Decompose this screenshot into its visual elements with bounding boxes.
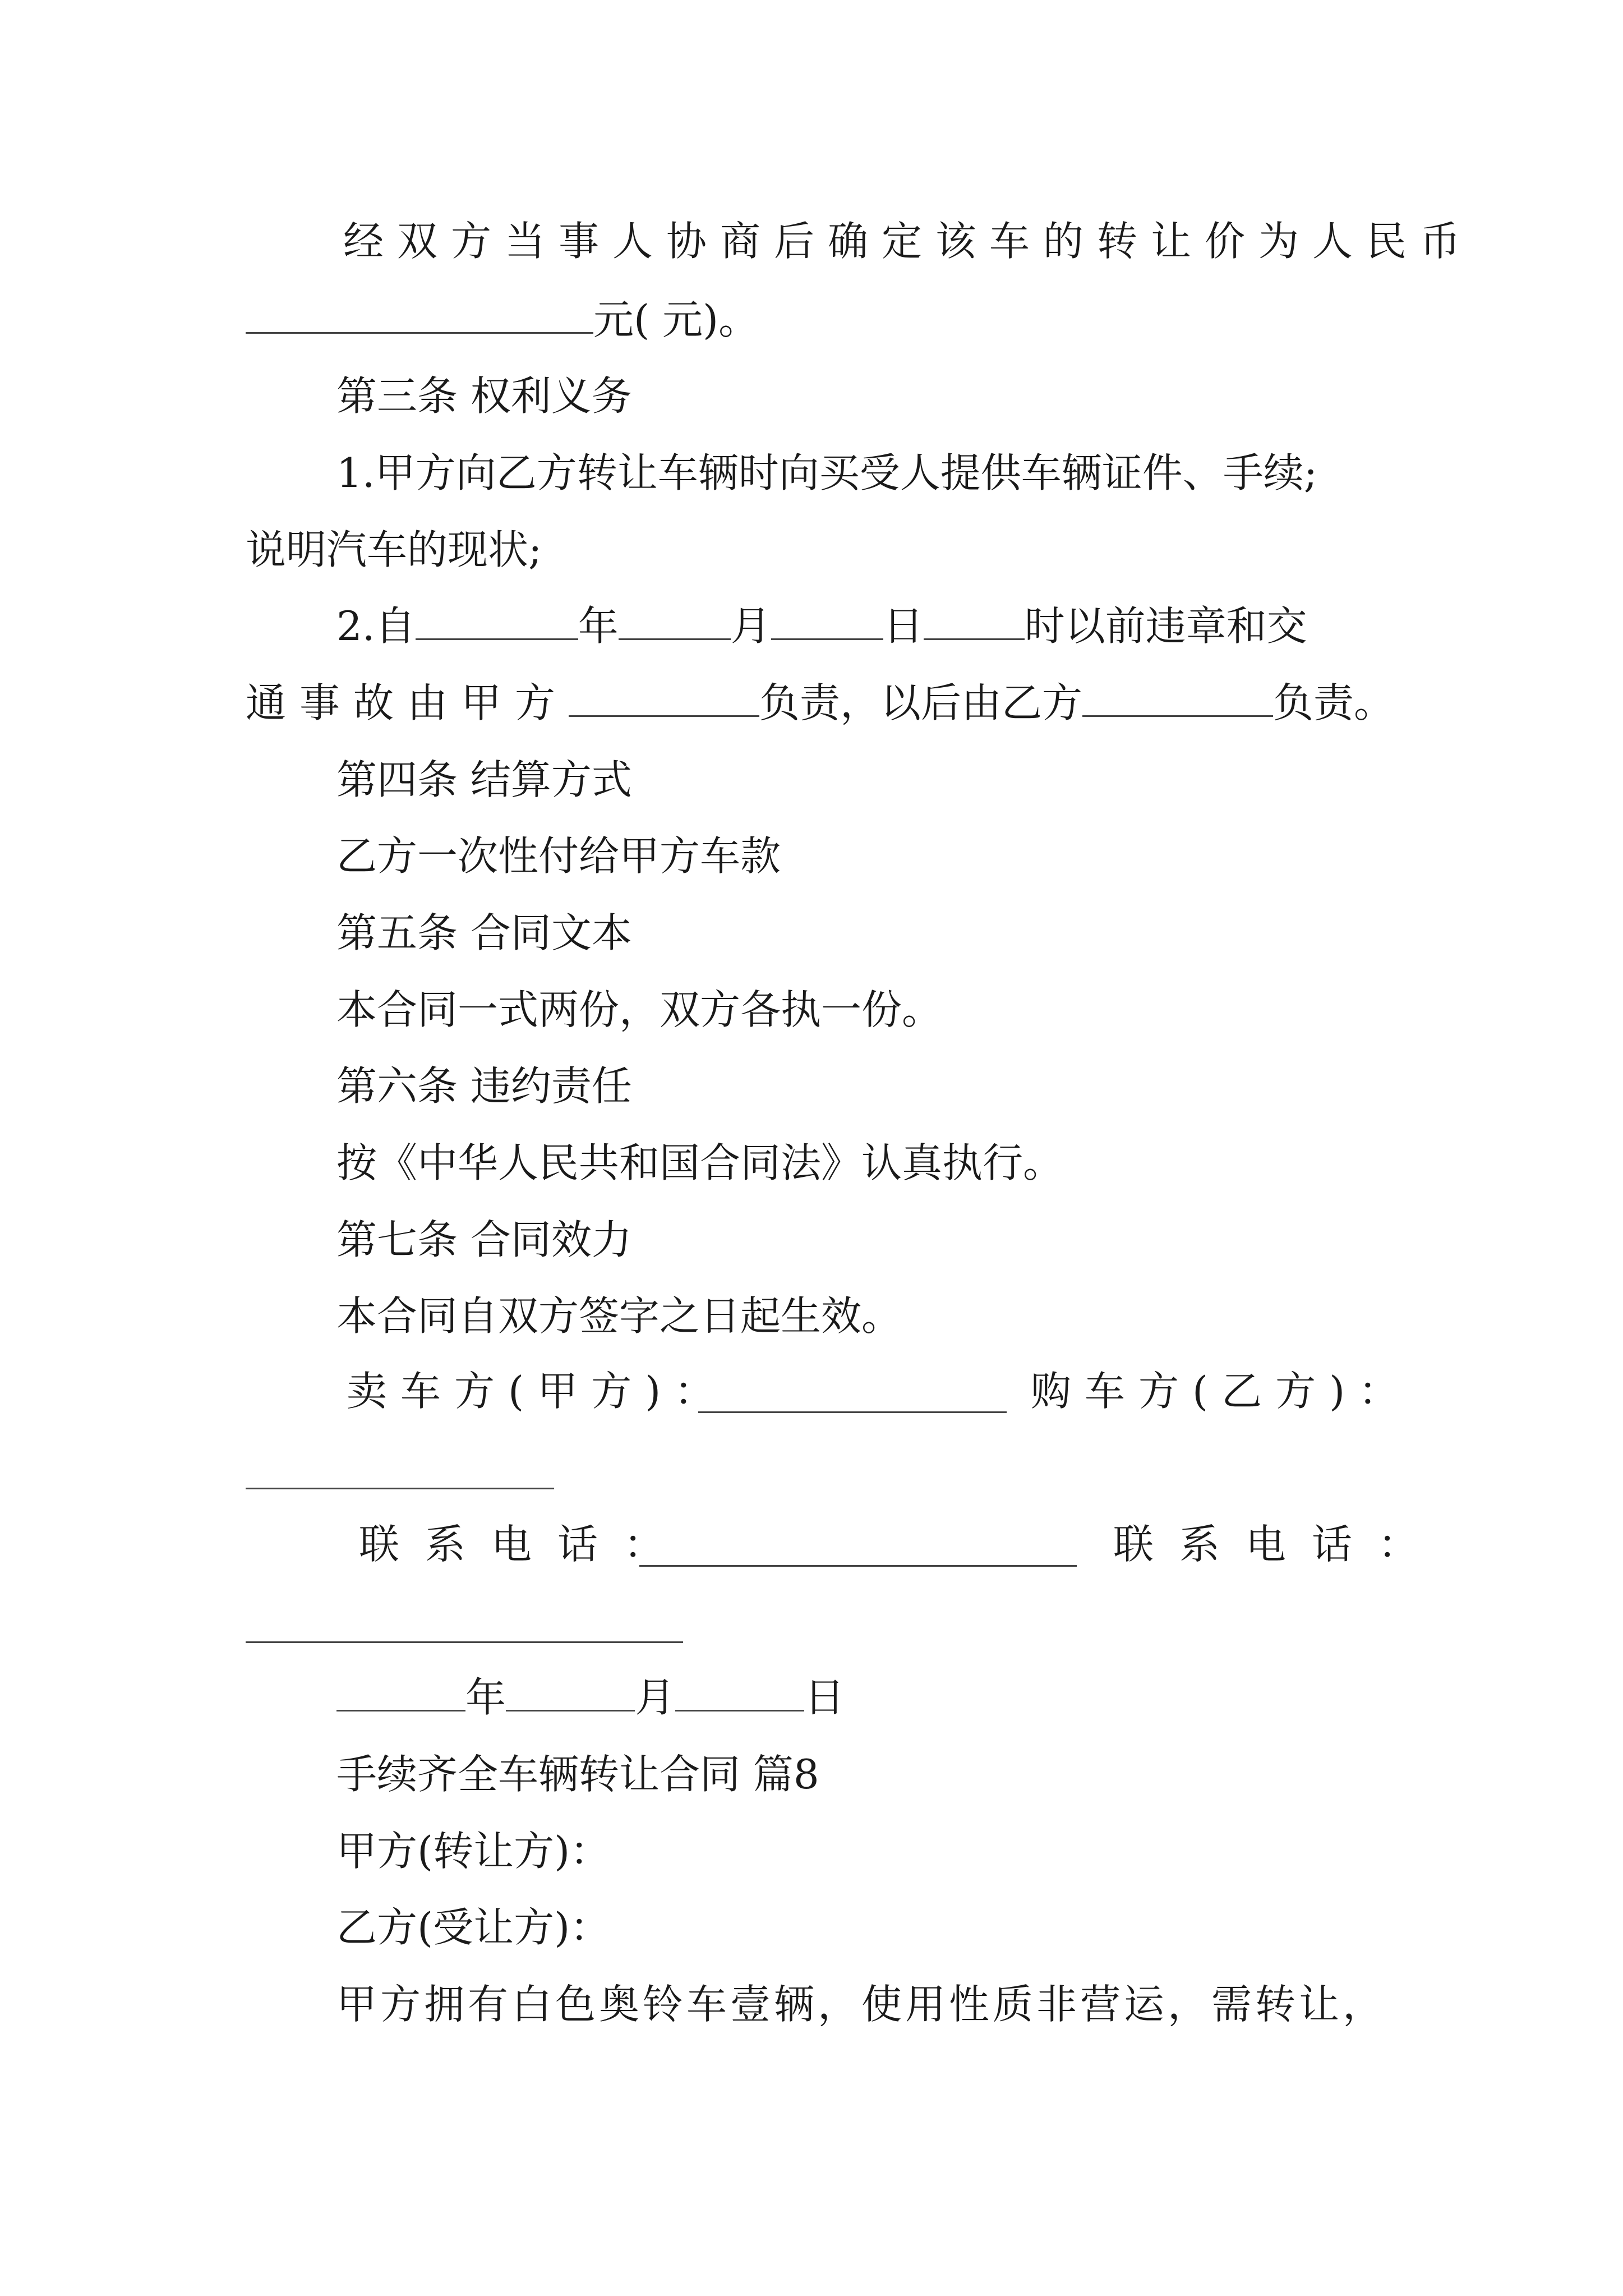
phone-label-1: 联系电话： [359, 1521, 690, 1568]
date-year-label: 年 [465, 1674, 506, 1721]
item2-hour-blank [924, 598, 1025, 640]
price-blank [246, 292, 593, 334]
item2-day-label: 日 [883, 602, 924, 650]
date-year-blank [336, 1669, 465, 1711]
item2-month-blank [619, 598, 731, 640]
date-day-label: 日 [804, 1674, 845, 1721]
next-contract-title: 手续齐全车辆转让合同 篇8 [336, 1751, 819, 1798]
party-b-responsible-blank [1082, 675, 1273, 717]
item2-year-blank [416, 598, 578, 640]
article3-item1-line1: 1.甲方向乙方转让车辆时向买受人提供车辆证件、手续; [336, 449, 1317, 496]
item2-line2-prefix: 通事故由甲方 [246, 679, 569, 726]
date-month-blank [506, 1669, 635, 1711]
article6-heading: 第六条 违约责任 [336, 1062, 632, 1110]
item2-month-label: 月 [730, 602, 771, 650]
article3-item2-line2 [246, 675, 1394, 731]
date-line [336, 1669, 845, 1726]
phone-label-2: 联系电话： [1113, 1521, 1445, 1568]
next-contract-body-start: 甲方拥有白色奥铃车壹辆，使用性质非营运，需转让， [336, 1981, 1387, 2028]
item2-prefix: 2.自 [336, 602, 416, 650]
buyer-label: 购车方(乙方)： [1031, 1368, 1413, 1415]
article5-heading: 第五条 合同文本 [336, 909, 632, 956]
item2-day-blank [771, 598, 883, 640]
article6-body: 按《中华人民共和国合同法》认真执行。 [336, 1139, 1064, 1186]
next-contract-party-a: 甲方(转让方)： [336, 1828, 611, 1875]
article3-item1-line2: 说明汽车的现状; [246, 526, 542, 573]
date-day-blank [675, 1669, 804, 1711]
article4-body: 乙方一次性付给甲方车款 [336, 832, 781, 880]
date-month-label: 月 [635, 1674, 676, 1721]
buyer-signature-line [246, 1488, 554, 1489]
item2-year-label: 年 [578, 602, 619, 650]
price-clause-line-1 [343, 213, 1474, 269]
price-clause-text: 经双方当事人协商后确定该车的转让价为人民币 [343, 218, 1474, 265]
party-a-responsible-blank [569, 675, 759, 717]
item2-line2-suffix: 负责。 [1273, 679, 1395, 726]
article7-heading: 第七条 合同效力 [336, 1216, 632, 1263]
phone-line-2 [246, 1641, 683, 1643]
seller-signature-line [698, 1411, 1007, 1413]
phone-line-1 [639, 1565, 1077, 1567]
item2-suffix: 时以前违章和交 [1024, 602, 1307, 650]
item2-line2-middle: 负责，以后由乙方 [759, 679, 1083, 726]
article3-item2-line1 [336, 598, 1307, 654]
price-clause-line-2 [246, 292, 759, 348]
article7-body: 本合同自双方签字之日起生效。 [336, 1292, 902, 1340]
seller-label: 卖车方(甲方)： [347, 1368, 728, 1415]
price-suffix: 元( 元)。 [593, 296, 759, 343]
next-contract-party-b: 乙方(受让方)： [336, 1904, 611, 1951]
article4-heading: 第四条 结算方式 [336, 756, 632, 803]
article5-body: 本合同一式两份，双方各执一份。 [336, 986, 943, 1033]
article3-heading: 第三条 权利义务 [336, 372, 632, 420]
